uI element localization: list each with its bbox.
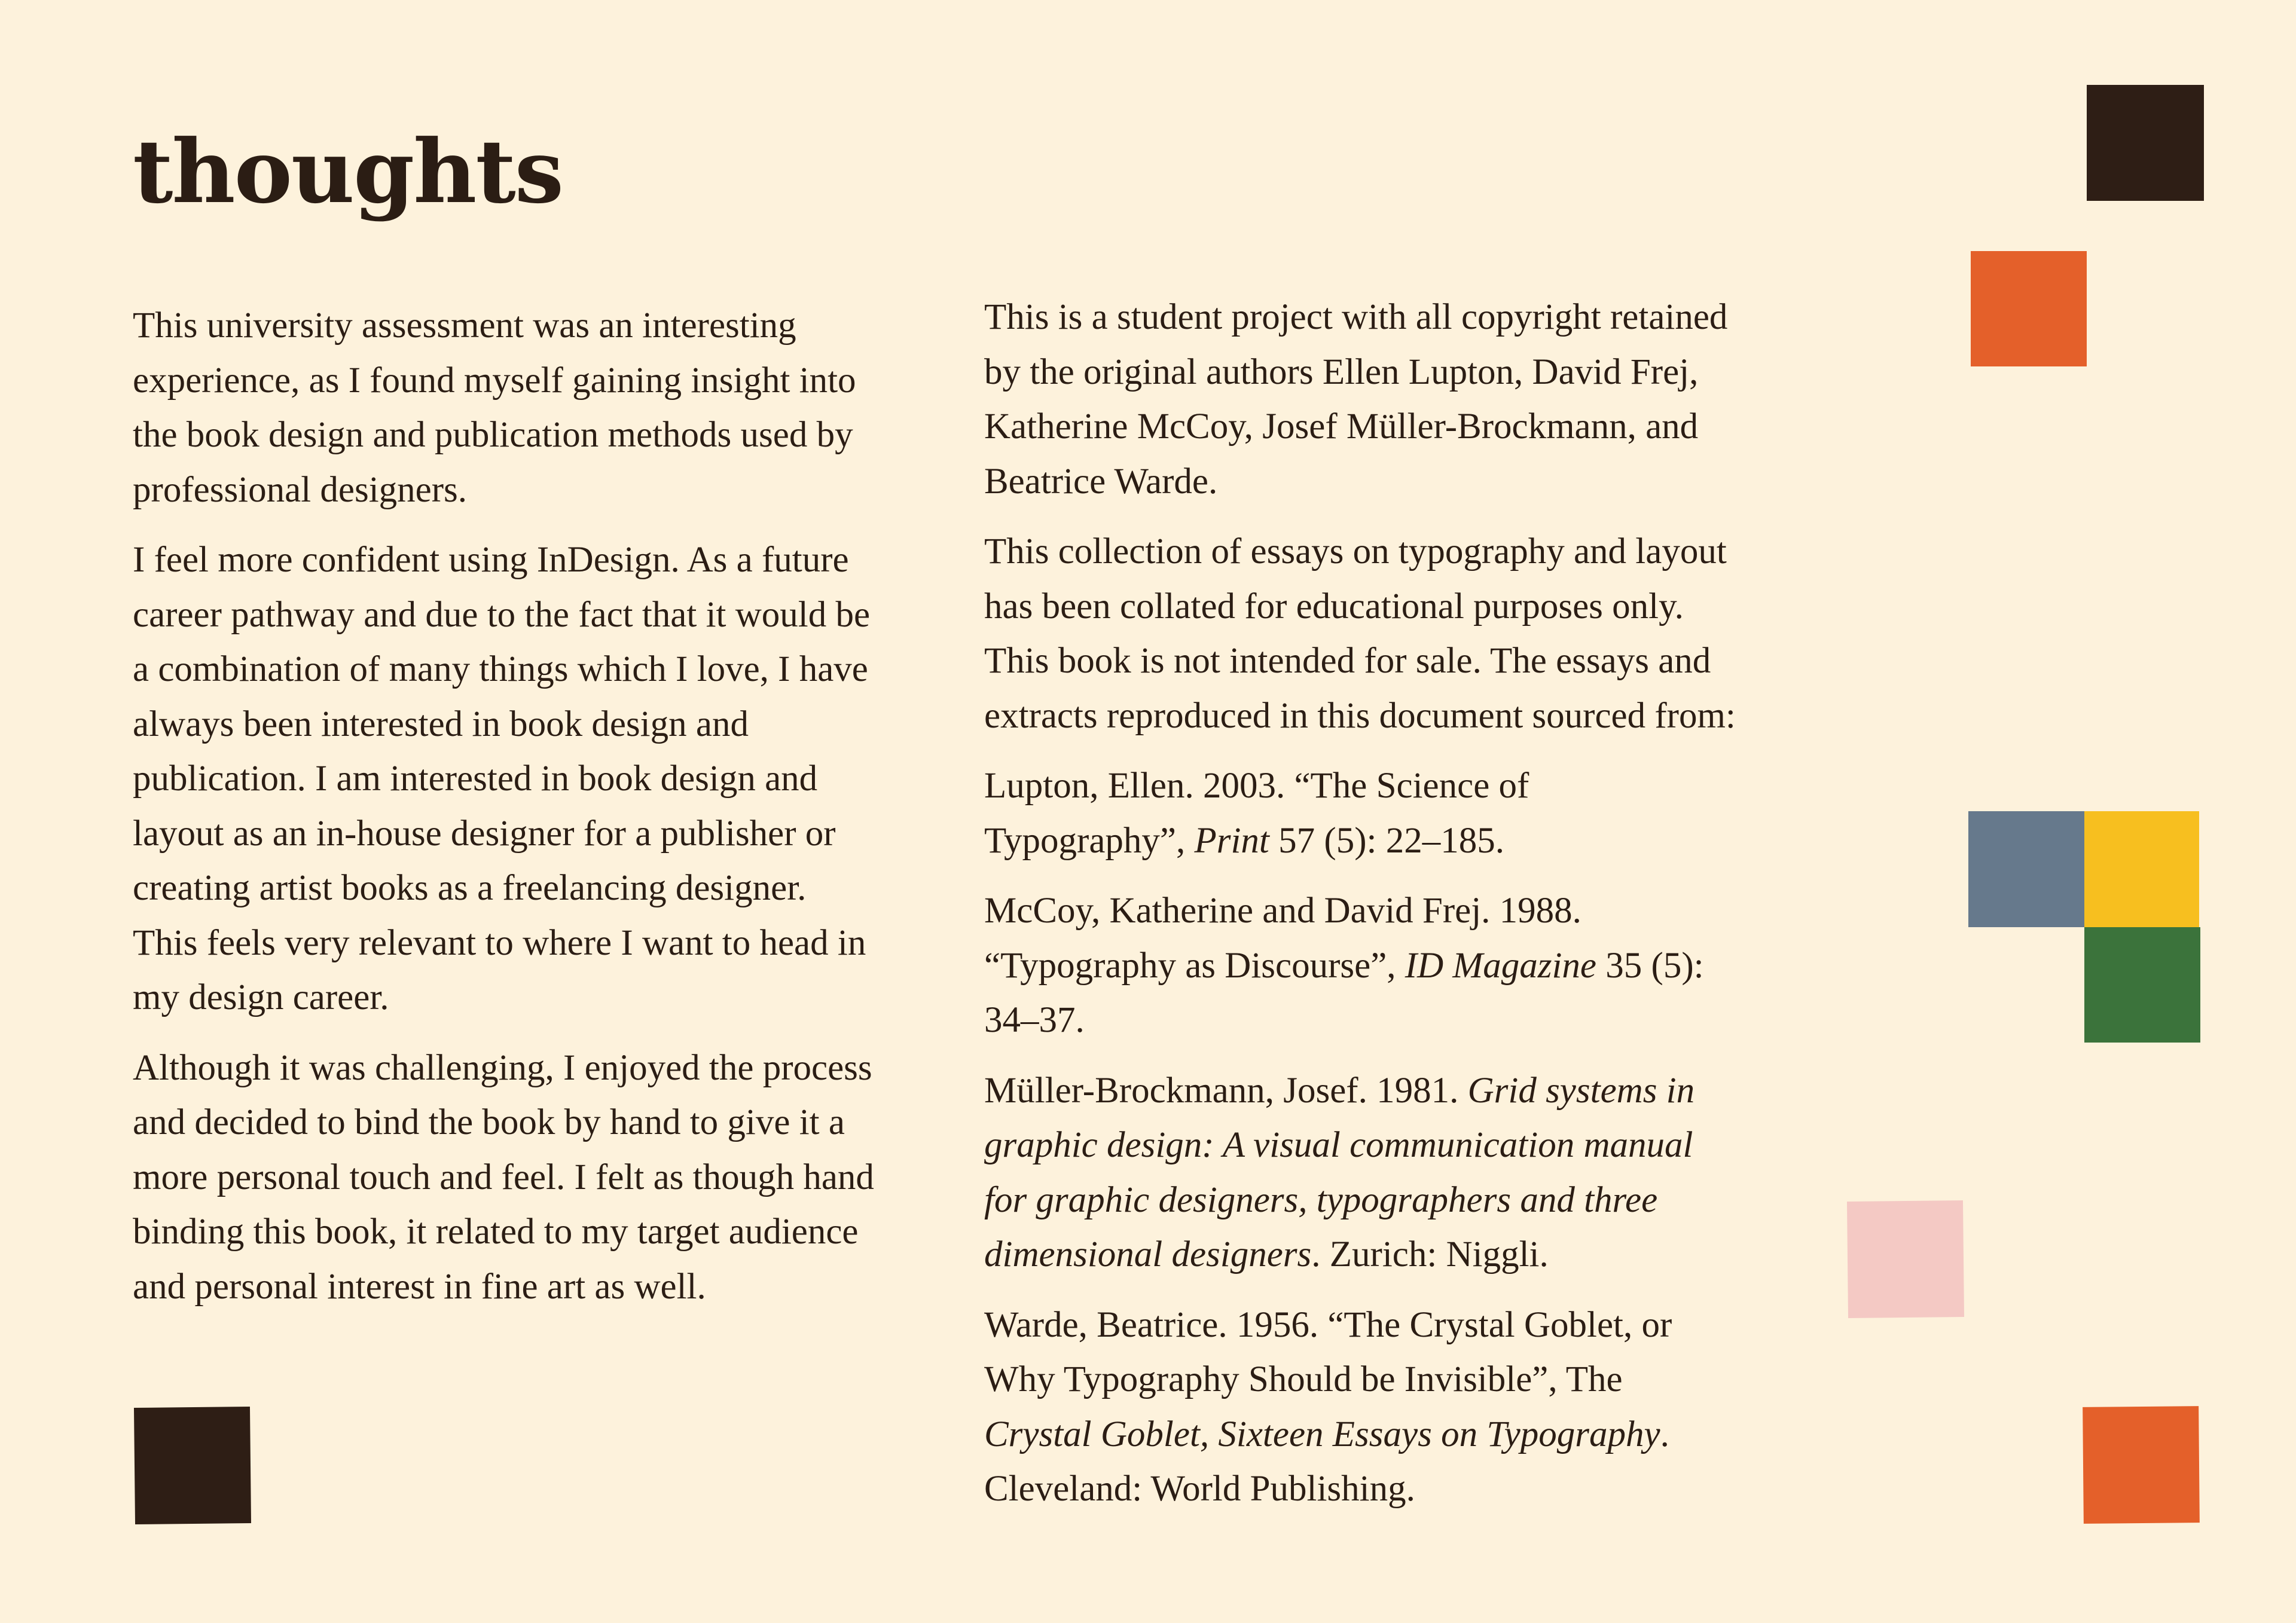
reference-entry: McCoy, Katherine and David Frej. 1988. “Typography as Discourse”, ID Magazine 35 (5): 34–37. <box>984 891 1704 1040</box>
decorative-square-green <box>2084 927 2200 1043</box>
decorative-square-pink <box>1847 1200 1964 1318</box>
reflection-column <box>133 298 874 1329</box>
reference-entry: Warde, Beatrice. 1956. “The Crystal Goblet, or Why Typography Should be Invisible”, The Crystal Goblet, Sixteen Essays on Typography. Cleveland: World Publishing. <box>984 1304 1672 1509</box>
reflection-paragraph: This university assessment was an interesting experience, as I found myself gaining insight into the book design and publication methods used by professional designers. <box>133 305 856 510</box>
copyright-notice: This is a student project with all copyright retained by the original authors Ellen Lupton, David Frej, Katherine McCoy, Josef Müller-Brockmann, and Beatrice Warde. <box>984 297 1728 502</box>
reference-entry: Müller-Brockmann, Josef. 1981. Grid systems in graphic design: A visual communication manual for graphic designers, typographers and three dimensional designers. Zurich: Niggli. <box>984 1070 1695 1274</box>
page-title: thoughts <box>133 121 563 223</box>
sources-column <box>984 290 1738 1532</box>
collection-notice: This collection of essays on typography and layout has been collated for educational purposes only. This book is not intended for sale. The essays and extracts reproduced in this document sourced from: <box>984 531 1736 736</box>
decorative-square-orange-top <box>1971 251 2087 366</box>
decorative-square-orange-bottom <box>2083 1406 2200 1524</box>
decorative-square-slate <box>1968 811 2084 927</box>
decorative-square-brown-bottom <box>134 1407 251 1524</box>
decorative-square-yellow <box>2084 811 2199 927</box>
decorative-square-brown-top <box>2087 85 2204 201</box>
reflection-paragraph: Although it was challenging, I enjoyed the process and decided to bind the book by hand to give it a more personal touch and feel. I felt as though hand binding this book, it related to my target audience and personal interest in fine art as well. <box>133 1047 874 1307</box>
reference-entry: Lupton, Ellen. 2003. “The Science of Typography”, Print 57 (5): 22–185. <box>984 766 1529 861</box>
reflection-paragraph: I feel more confident using InDesign. As a future career pathway and due to the fact that it would be a combination of many things which I love, I have always been interested in book design and publication. I am interested in book design and layout as an in-house designer for a publisher or creating artist books as a freelancing designer. This feels very relevant to where I want to head in my design career. <box>133 540 871 1017</box>
